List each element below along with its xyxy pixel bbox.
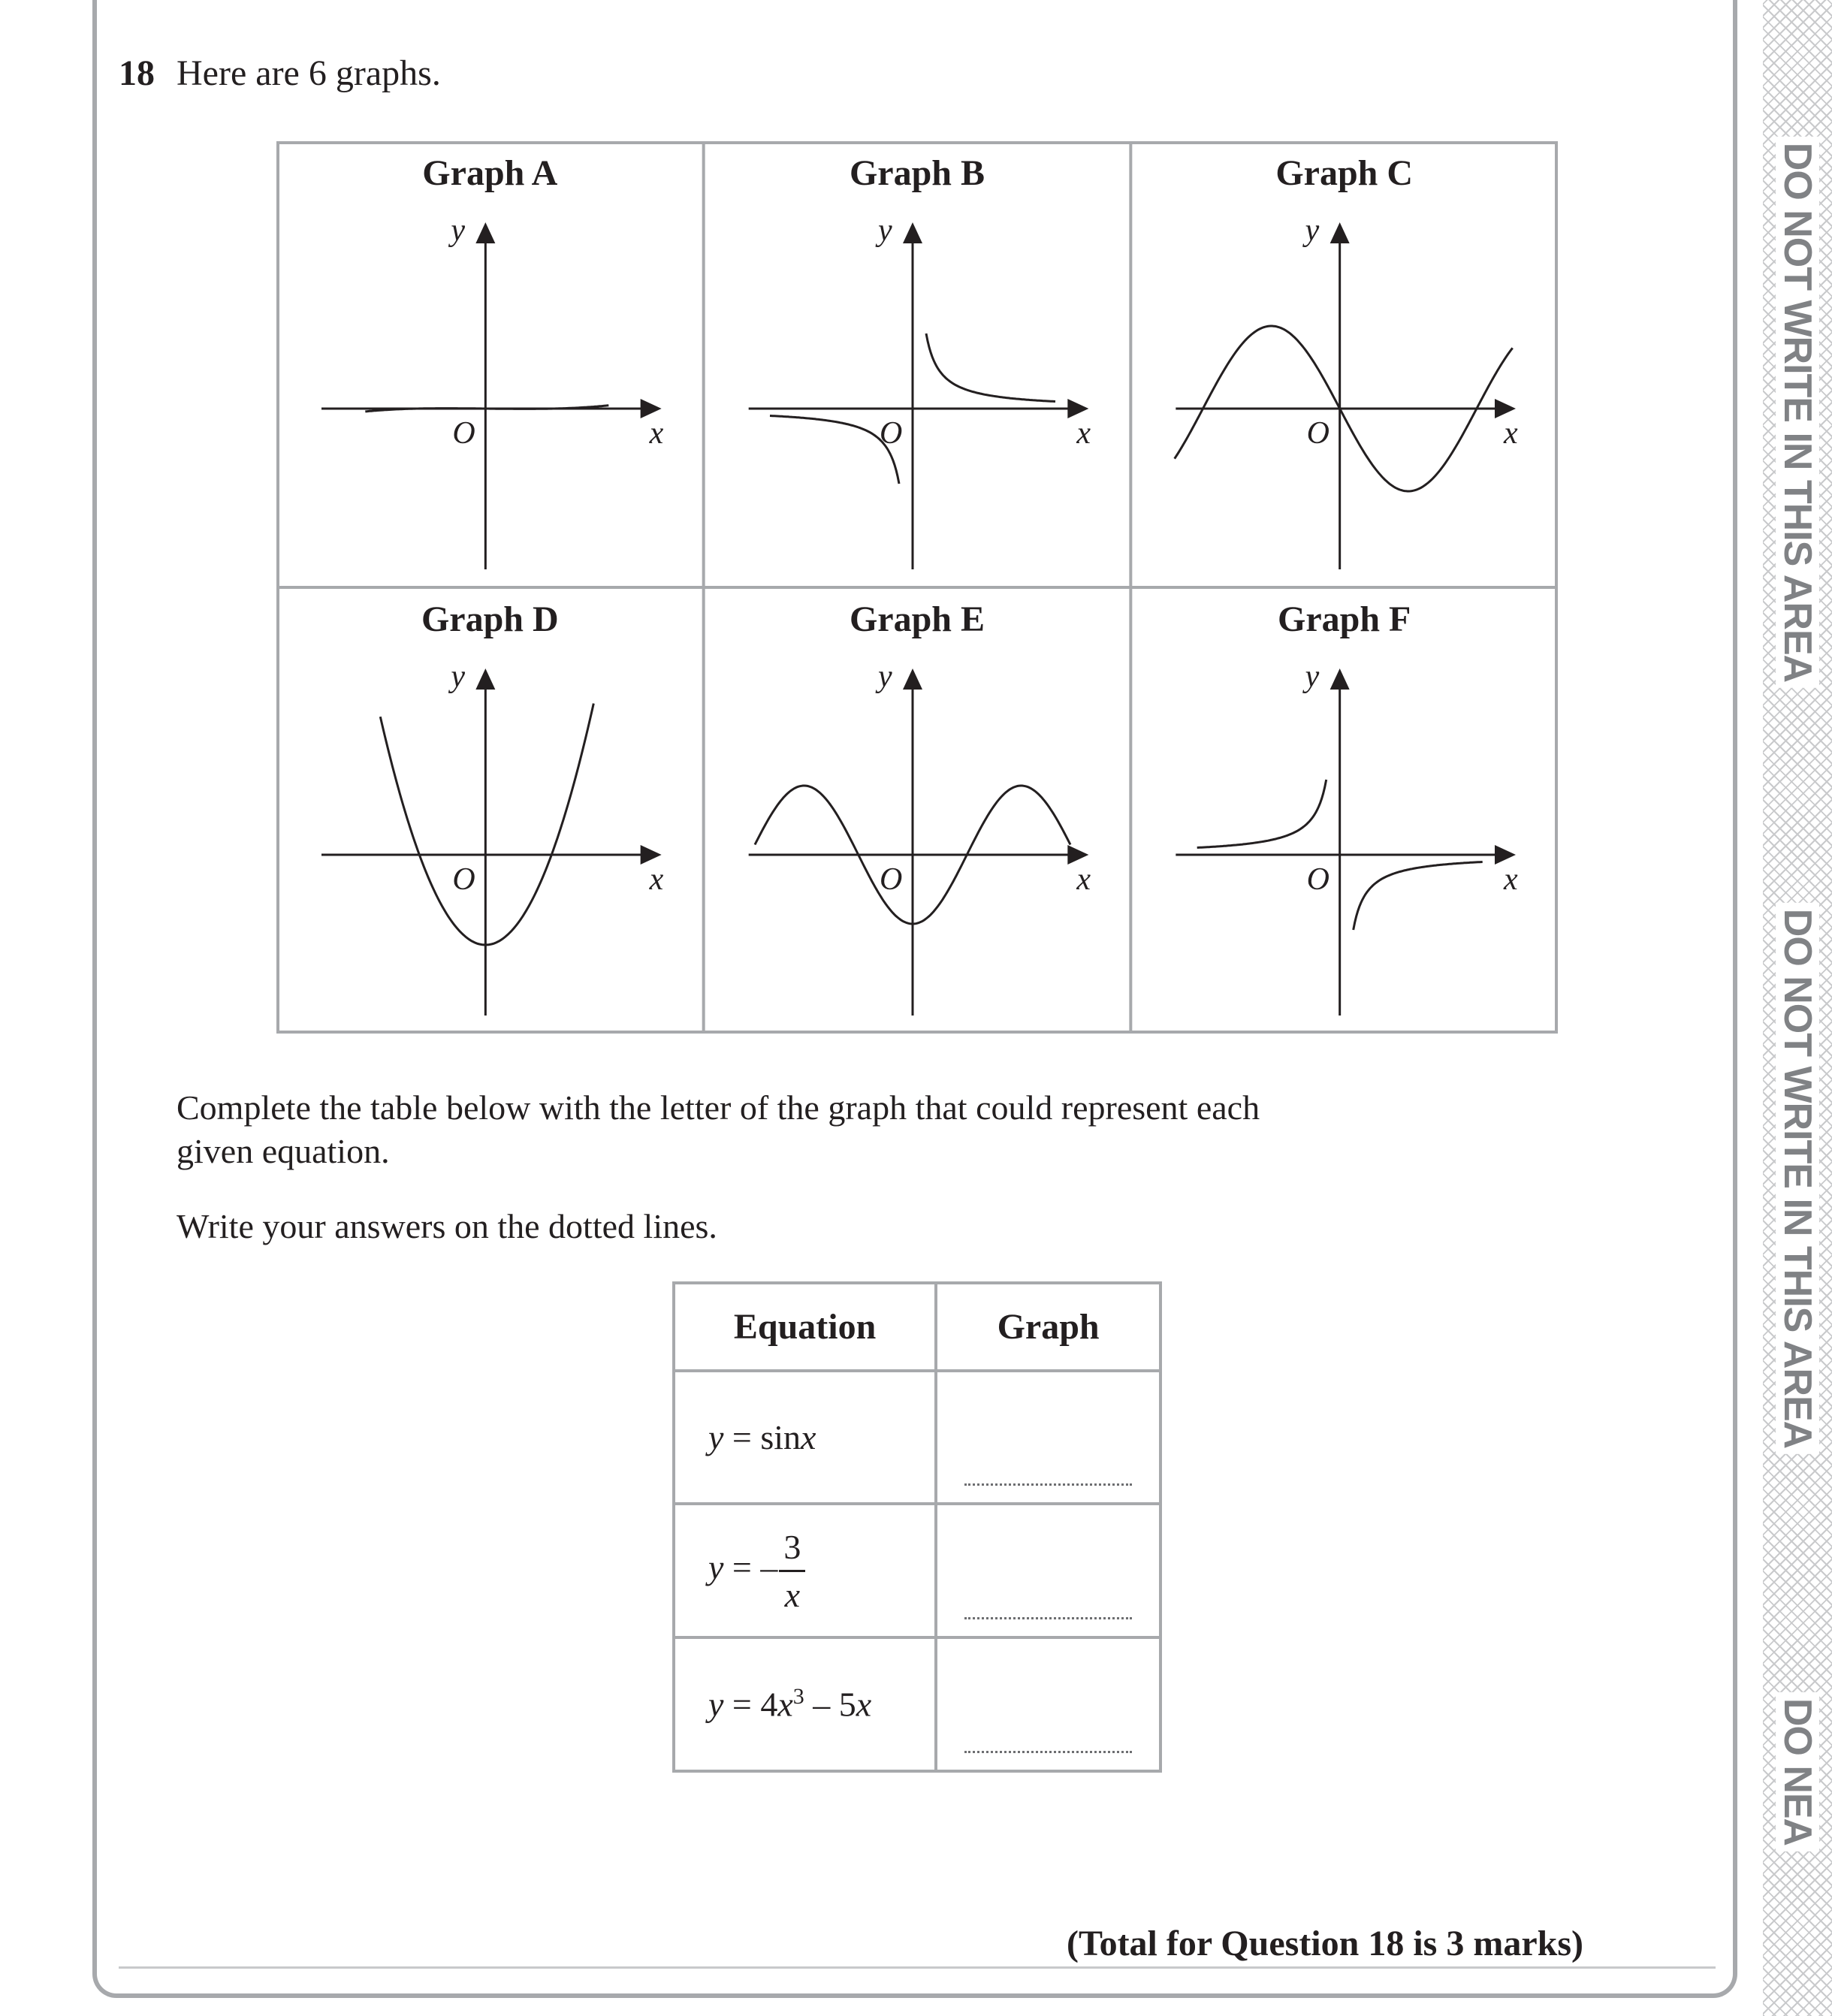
header-equation: Equation [674,1283,936,1371]
answer-dotted-line[interactable] [964,1751,1132,1753]
eq-var2: x [856,1685,872,1724]
x-axis-label: x [1076,862,1091,897]
eq-lhs: y [708,1547,724,1586]
eq-var: x [801,1417,816,1456]
margin-warning-3: DO NEA [1776,1692,1819,1852]
y-axis-arrow [475,222,495,243]
header-graph: Graph [936,1283,1160,1371]
table-row [674,1637,1160,1771]
origin-label: O [880,862,903,897]
origin-label: O [1306,862,1330,897]
origin-label: O [452,862,475,897]
table-row [674,1371,1160,1504]
graph-curve [1354,862,1483,931]
eq-rest: – 5 [804,1685,856,1724]
fraction-denominator: x [784,1575,801,1614]
x-axis-label: x [649,862,664,897]
x-axis-label: x [1504,862,1518,897]
graph-title: Graph F [1277,599,1411,639]
question-number: 18 [119,53,155,93]
eq-rhs: = – [723,1547,778,1586]
graph-curve [926,333,1055,402]
eq-coef: = 4 [723,1685,778,1724]
instruction-line-1: Complete the table below with the letter of the graph that could represent each [177,1088,1260,1127]
write-instruction: Write your answers on the dotted lines. [177,1207,717,1245]
fraction-numerator: 3 [779,1527,805,1572]
question-intro: Here are 6 graphs. [177,53,441,93]
eq-var: x [777,1685,793,1724]
y-axis-label: y [1305,659,1320,694]
eq-lhs: y [708,1685,724,1724]
graph-curve [380,704,593,945]
graph-curve [365,406,608,412]
x-axis-label: x [1076,416,1091,451]
graph-title: Graph D [421,599,559,639]
y-axis-arrow [903,668,922,690]
origin-label: O [452,416,475,451]
equation-reciprocal [674,1504,936,1637]
table-row [674,1504,1160,1637]
eq-lhs: y [708,1417,724,1456]
y-axis-label: y [451,659,465,694]
y-axis-label: y [878,659,892,694]
y-axis-label: y [878,213,892,248]
x-axis-label: x [1504,416,1518,451]
fraction [779,1527,805,1615]
margin-warning-1: DO NOT WRITE IN THIS AREA [1776,137,1819,688]
answer-dotted-line[interactable] [964,1617,1132,1619]
answer-dotted-line[interactable] [964,1483,1132,1486]
answer-cell-3[interactable] [936,1637,1160,1771]
graph-title: Graph B [849,153,985,193]
eq-exponent: 3 [792,1684,804,1710]
answer-table [672,1281,1162,1773]
answer-cell-1[interactable] [936,1371,1160,1504]
y-axis-arrow [1330,222,1350,243]
graphs-svg [276,141,1558,1034]
graphs-grid [276,141,1558,1034]
graph-title: Graph E [849,599,985,639]
origin-label: O [1306,416,1330,451]
y-axis-label: y [1305,213,1320,248]
graph-title: Graph A [422,153,558,193]
margin-warning-2: DO NOT WRITE IN THIS AREA [1776,903,1819,1454]
equation-cubic [674,1637,936,1771]
x-axis-label: x [649,416,664,451]
total-marks: (Total for Question 18 is 3 marks) [1066,1924,1583,1963]
graph-curve [1197,780,1326,848]
graph-title: Graph C [1275,153,1414,193]
equation-sin [674,1371,936,1504]
eq-rhs: = sin [723,1417,801,1456]
y-axis-label: y [451,213,465,248]
instruction-line-2: given equation. [177,1132,390,1170]
bottom-rule [119,1966,1716,1969]
y-axis-arrow [475,668,495,690]
answer-cell-2[interactable] [936,1504,1160,1637]
y-axis-arrow [903,222,922,243]
y-axis-arrow [1330,668,1350,690]
origin-label: O [880,416,903,451]
